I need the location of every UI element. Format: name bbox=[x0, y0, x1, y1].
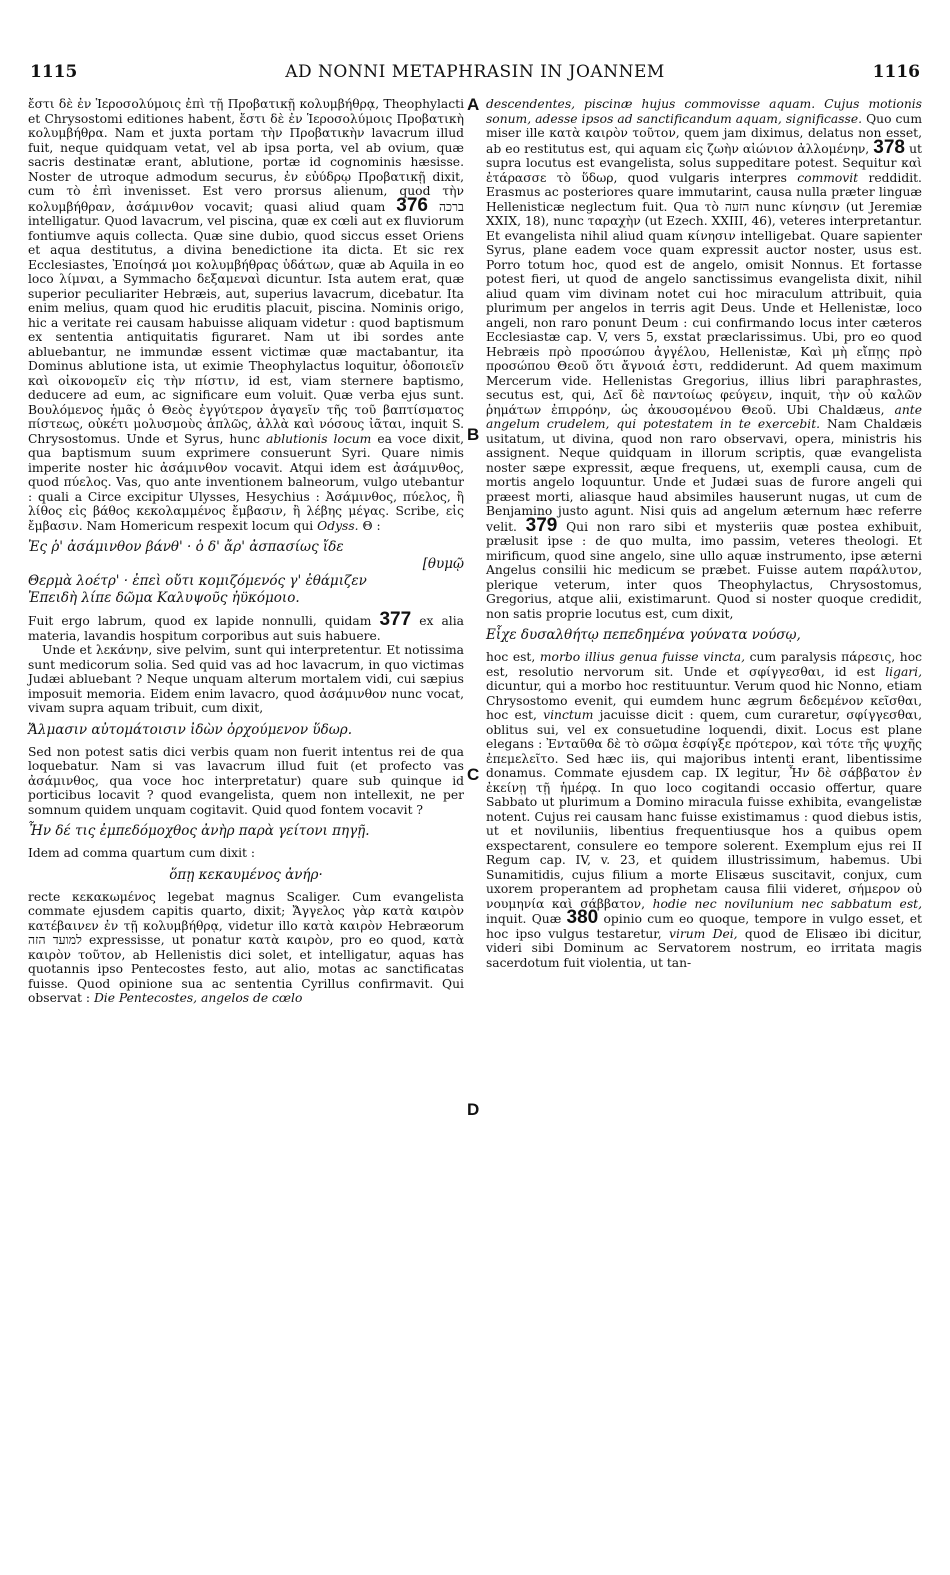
section-number: 377 bbox=[379, 609, 412, 630]
left-column bbox=[28, 97, 464, 1006]
margin-marker-c: C bbox=[467, 765, 480, 784]
section-number: 378 bbox=[873, 136, 905, 158]
text-run: cum paralysis πάρεσις, hoc est, resolutio nervorum sit. Unde et σφίγγεσθαι, id est bbox=[486, 650, 922, 679]
paragraph: Idem ad comma quartum cum dixit : bbox=[28, 846, 256, 860]
italic-run: morbo illius genua fuisse vincta, bbox=[539, 650, 746, 664]
text-run: quod de Elisæo ibi dicitur, videri sibi Dominum ac Servatorem nostrum, eo irritata magis sacerdotum fuit violentia, ut tan- bbox=[486, 926, 922, 970]
italic-run: vinctum bbox=[543, 708, 594, 722]
italic-run: commovit bbox=[797, 170, 859, 185]
text-run: jacuisse dicit : quem, cum curaretur, σφίγγεσθαι, oblitus sui, vel ex consuetudine loquendi, dixit. Locus est plane elegans : Ἐνταῦθα δὲ τὸ σῶμα ἐσφίγξε πρότερον, καὶ τότε τῆς ψυχῆς ἐπεμελεῖτο. Sed hæc iis, qui majoribus intenti erant, libentissime donamus. Commate ejusdem cap. IX legitur, Ἦν δὲ σάββατον ἐν ἐκείνῃ τῇ ἡμέρᾳ. In quo loco cogitandi occasio offertur, quare Sabbato ut plurimum a Domino miracula fuisse exhibita, evangelistæ notent. Cujus rei causam hanc fuisse existimamus : quod diebus istis, ut et noviluniis, libentius frequentiusque hos a quibus opem exspectarent, consulere eo tempore solerent. Exemplum ejus rei II Regum cap. IV, v. 23, et quidem illustrissimum, habemus. Ubi Sunamitidis, cujus filium a morte Elisæus suscitavit, conjux, cum uxorem properantem ad prophetam causa filii videret, σήμερον οὐ νουμηνία καὶ σάββατον, bbox=[486, 708, 922, 911]
text-run: Qui non raro sibi et mysteriis quæ postea exhibuit, prælusit ipse : de quo multa, imo passim, veteres theologi. Et mirificum, quod sine angelo, sine ullo aquæ instrumento, ipse æterni Angelus consilii hic medicum se præbet. Fuisse autem παράλυτον, plerique veterum, inter quos Theophylactus, Chrysostomus, Gregorius, atque alii, existimarunt. Quod si noster quoque credidit, non satis proprie locutus est, cum dixit, bbox=[486, 519, 922, 621]
section-number: 376 bbox=[396, 194, 428, 216]
text-run: reddidit. Erasmus ac posteriores quare immutarint, causa nulla præter linguæ Hellenisticæ neglectum fuit. Qua τὸ הזעה nunc κίνησιν (ut Jeremiæ XXIX, 18), nunc ταραχὴν (ut Ezech. XXIII, 46), veteres interpretantur. Et evangelista nihil aliud quam κίνησιν intelligebat. Quare sapienter Syrus, plane eadem voce quam expressit auctor noster, usus est. Porro totum hoc, quod est de angelo, omisit Nonnus. Et fortasse potest fieri, ut quod de angelo sanctissimus evangelista dixit, nihil aliud quam vim divinam notet cui hoc miraculum attribuit, quia plurimum per angelos in terris agit Deus. Unde et Hellenistæ, loco angeli, non raro ponunt Deum : cui confirmando locus inter cæteros Ecclesiastæ cap. V, vers 5, exstat præclarissimus. Ubi, pro eo quod Hebræis πρὸ προσώπου ἀγγέλου, Hellenistæ, Καὶ μὴ εἴπῃς πρὸ προσώπου Θεοῦ ὅτι ἄγνοιά ἐστι, reddiderunt. Ad quem maximum Mercerum vide. Hellenistas Gregorius, illius libri paraphrastes, secutus est, qui, Δεῖ δὲ παντοίως φεύγειν, inquit, τὴν οὐ καλῶν ῥημάτων ἐπιρρόην, ὡς ἀκουσομένου Θεοῦ. Ubi Chaldæus, bbox=[486, 170, 923, 417]
text-run: hoc est, bbox=[486, 650, 536, 664]
verse-quote: Ἄλμασιν αὐτομάτοισιν ἰδὼν ὀρχούμενον ὕδωρ. bbox=[28, 721, 352, 738]
verse-line-continuation: [θυμῷ bbox=[422, 556, 464, 572]
verse-line: Θερμὰ λοέτρ' · ἐπεὶ οὔτι κομιζόμενός γ' ἐθάμιζεν bbox=[28, 573, 367, 589]
text-run: ἔστι δὲ ἐν Ἱεροσολύμοις ἐπὶ τῇ Προβατικῇ κολυμβήθρᾳ, Theophylacti et Chrysostomi editiones habent, ἔστι δὲ ἐν Ἱεροσολύμοις Προβατικὴ κολυμβήθρα. Nam et juxta portam τὴν Προβατικὴν lavacrum illud fuit, neque quidquam vetat, vel ab ipsa porta, vel ab ovium, quæ sacris destinatæ erant, ablutione, portæ id cognominis hæsisse. Noster de utroque admodum securus, ἐν εὐύδρῳ Προβατικῇ dixit, cum τὸ ἐπὶ invenisset. Est vero prorsus alienum, quod τὴν κολυμβήθραν, ἀσάμινθον vocavit; quasi aliud quam ברכה bbox=[28, 97, 464, 214]
italic-run: Die Pentecostes, angelos de cœlo bbox=[93, 991, 303, 1005]
margin-marker-b: B bbox=[467, 425, 480, 444]
margin-marker-d: D bbox=[467, 1100, 480, 1119]
italic-run: descendentes, piscinæ hujus commovisse aquam. Cujus motionis sonum, adesse ipsos ad sanctificandum aquam, significasse. bbox=[486, 97, 922, 126]
text-run: Quo cum miser ille κατὰ καιρὸν τοῦτον, quem jam diximus, delatus non esset, ab eo restitutus est, qui aquam εἰς ζωὴν αἰώνιον ἀλλομένην, bbox=[486, 111, 922, 156]
text-run: Θ : bbox=[362, 518, 381, 533]
verse-quote bbox=[28, 539, 464, 607]
verse-line: Ἐπειδὴ λίπε δῶμα Καλυψοῦς ἠϋκόμοιο. bbox=[28, 590, 300, 606]
margin-marker-a: A bbox=[467, 95, 480, 114]
paragraph bbox=[28, 890, 464, 1006]
italic-run: ablutionis locum bbox=[266, 431, 372, 446]
text-run: ea voce dixit, qua baptismum suum exprimere consuerunt Syri. Quare nimis imperite noster hic ἀσάμινθον vocavit. Atqui idem est ἀσάμινθος, quod πύελος. Vas, quo ante inventionem balneorum, vulgo utebantur : quali a Circe excipitur Ulysses, Hesychius : Ἀσάμινθος, πύελος, ἢ λίθος εἰς βάθος κεκολαμμένος ἔμβασιν, ἢ λέβης μέγας. Scribe, εἰς ἔμβασιν. Nam Homericum respexit locum qui bbox=[28, 431, 464, 533]
text-run: ex alia materia, lavandis hospitum corporibus aut suis habuere. bbox=[28, 614, 464, 643]
verse-quote: ὅπῃ κεκαυμένος ἀνήρ· bbox=[169, 866, 323, 883]
italic-run: ante angelum crudelem, qui potestatem in te exercebit. bbox=[486, 402, 922, 431]
page-header bbox=[30, 62, 920, 88]
paragraph bbox=[486, 97, 922, 621]
text-run: opinio cum eo quoque, tempore in vulgo esset, et hoc ipso vulgus testaretur, bbox=[486, 912, 922, 941]
verse-line: Ἐς ῥ' ἀσάμινθον βάνθ' · ὁ δ' ἄρ' ἀσπασίως ἴδε bbox=[28, 539, 344, 555]
paragraph: Unde et λεκάνην, sive pelvim, sunt qui interpretentur. Et notissima sunt medicorum solia. Sed quid vas ad hoc lavacrum, in quo victimas Judæi abluebant ? Neque unquam alterum mortalem vidi, cui sæpius imposuit memoria. Eidem enim lavacro, quod ἀσάμινθον nunc vocat, vivam supra aquam tribuit, cum dixit, bbox=[28, 643, 464, 715]
paragraph: Sed non potest satis dici verbis quam non fuerit intentus rei de qua loquebatur. Nam si vas lavacrum illud fuit (et profecto vas ἀσάμινθος, qua voce hoc interpretatur) quare sub quinque id porticibus locavit ? quod evangelista, quem non intellexit, ne per somnum quidem unquam cogitavit. Quid quod fontem vocavit ? bbox=[28, 744, 464, 817]
italic-run: virum Dei, bbox=[669, 926, 738, 941]
verse-quote: Εἶχε δυσαλθήτῳ πεπεδημένα γούνατα νούσῳ, bbox=[486, 627, 801, 643]
page-number-right: 1116 bbox=[872, 62, 920, 82]
section-number: 379 bbox=[525, 514, 558, 536]
italic-run: Odyss. bbox=[317, 518, 359, 533]
text-run: Fuit ergo labrum, quod ex lapide nonnulli, quidam bbox=[28, 614, 372, 628]
running-title: AD NONNI METAPHRASIN IN JOANNEM bbox=[285, 62, 665, 82]
paragraph bbox=[28, 97, 464, 533]
text-run: inquit. Quæ bbox=[486, 912, 562, 926]
italic-run: hodie nec novilunium nec sabbatum est, bbox=[652, 896, 922, 911]
page-number-left: 1115 bbox=[30, 62, 78, 82]
paragraph bbox=[28, 609, 464, 643]
verse-quote: Ἦν δέ τις ἐμπεδόμοχθος ἀνὴρ παρὰ γείτονι πηγῇ. bbox=[28, 823, 370, 839]
right-column bbox=[486, 97, 922, 970]
text-run: Nam Chaldæis usitatum, ut divina, quod non raro observavi, opera, ministris his assignent. Neque quidquam in illorum scriptis, quæ evangelista noster sæpe expressit, æque frequens, ut, exempli causa, cum de mortis angelo loquuntur. Unde et Judæi suas de furore angeli qui præest morti, aliasque haud absimiles hauserunt nugas, ut cum de Benjamino justo agunt. Nisi quis ad angelum æternum hæc referre velit. bbox=[486, 417, 922, 534]
text-run: ut supra locutus est evangelista, solus suppeditare potest. Sequitur καὶ ἐτάρασσε τὸ ὕδωρ, quod vulgaris interpres bbox=[486, 141, 922, 185]
text-run: recte κεκακωμένος legebat magnus Scaliger. Cum evangelista commate ejusdem capitis quarto, dixit; Ἄγγελος γὰρ κατὰ καιρὸν κατέβαινεν ἐν τῇ κολυμβήθρᾳ, videtur illo κατὰ καιρὸν Hebræorum למועד הזה expressisse, ut ponatur κατὰ καιρὸν, pro eo quod, κατὰ καιρὸν τοῦτον, ab Hellenistis dici solet, et intelligatur, aquas has quotannis ipso Pentecostes festo, aut alio, motas ac sanctificatas fuisse. Quod opinione sua ac sententia Cyrillus confirmavit. Qui observat : bbox=[28, 889, 464, 1005]
text-run: intelligatur. Quod lavacrum, vel piscina, quæ ex cœli aut ex fluviorum fontiumve aquis collecta. Quæ sine dubio, quod siccus esset Oriens et aqua destitutus, a divina benedictione ita dicta. Et sic rex Ecclesiastes, Ἐποίησά μοι κολυμβήθρας ὑδάτων, quæ ab Aquila in eo loco λίμναι, a Symmacho δεξαμεναὶ dicuntur. Ista autem erat, quæ superior peculiariter Hebræis, aut, superius lavacrum, dicebatur. Ita enim melius, quam quod hic eruditis placuit, piscina. Nominis origo, hic a veritate rei causam habuisse aliquam videtur : quod baptismum ex sententia antiquitatis figuraret. Nam ut ibi sordes ante abluebantur, ne immundæ essent victimæ quæ mactabantur, ita Dominus ablutione ista, ut eximie Theophylactus loquitur, ὁδοποιεῖν καὶ οἰκονομεῖν εἰς τὴν πίστιν, id est, viam sternere baptismo, deducere ad eum, ac significare eum voluit. Quæ verba ejus sunt. Βουλόμενος ἡμᾶς ὁ Θεὸς ἐγγύτερον ἀγαγεῖν τῆς τοῦ βαπτίσματος πίστεως, οὐκέτι μολυσμοὺς ἁπλῶς, ἀλλὰ καὶ νόσους ἰᾶται, inquit S. Chrysostomus. Unde et Syrus, hunc bbox=[28, 214, 464, 446]
italic-run: ligari, bbox=[885, 664, 922, 679]
paragraph bbox=[486, 650, 922, 970]
section-number: 380 bbox=[566, 907, 599, 928]
text-run: dicuntur, qui a morbo hoc restituuntur. Verum quod hic Nonno, etiam Chrysostomo evenit, qui eumdem hunc ægrum δεδεμένον κεῖσθαι, hoc est, bbox=[486, 679, 922, 722]
